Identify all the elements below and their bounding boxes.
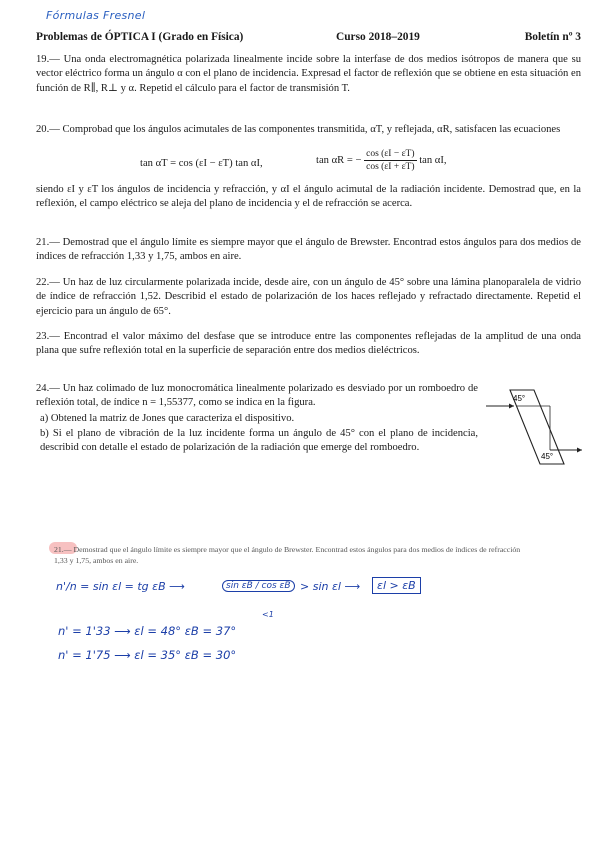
handwritten-subnote: <1: [262, 610, 274, 619]
handwritten-result-box: εl > εB: [372, 577, 421, 594]
header-year: Curso 2018–2019: [336, 31, 420, 43]
equation-reflected-fraction: [364, 148, 416, 173]
handwritten-line-1b: sin εB / cos εB: [222, 580, 295, 592]
equation-reflected-lhs: tan αR = −: [316, 154, 362, 166]
rhomboid-figure: [484, 380, 584, 472]
equation-transmitted: tan αT = cos (εI − εT) tan αI,: [140, 158, 263, 169]
problem-23: 23.— Encontrad el valor máximo del desfase que se introduce entre las componentes reflejadas de la amplitud de una onda plana que sufre reflexión total en la superficie de separación entre dos medios dieléctricos.: [36, 331, 581, 357]
equation-reflected-rhs: tan αI,: [419, 154, 447, 166]
problem-20-rest: siendo εI y εT los ángulos de incidencia y refracción, y αI el ángulo acimutal de la radiación incidente. Demostrad que, en la reflexión, el campo eléctrico se aleja del plano de incidencia y el de refracción se acerca.: [36, 184, 581, 210]
incident-arrow-icon: [509, 404, 514, 409]
problem-22: 22.— Un haz de luz circularmente polarizada incide, desde aire, con un ángulo de 45° sobre una lámina planoparalela de vidrio de índice de refracción 1,52. Describid el estado de polarización de los haces reflejado y refractado directamente. Repetid el ejercicio para un ángulo de 65°.: [36, 277, 581, 317]
problem-24-part-b: b) Si el plano de vibración de la luz incidente forma un ángulo de 45° con el plano de incidencia, describid con detalle el estado de polarización de la radiación que emerge del romboedro.: [40, 428, 478, 454]
problem-19: 19.— Una onda electromagnética polarizada linealmente incide sobre la interfase de dos medios isótropos de manera que su vector eléctrico forma un ángulo α con el plano de incidencia. Expresad el factor de reflexión que se obtiene en esta situación en función de R∥, R⊥ y α. Repetid el cálculo para el factor de transmisión T.: [36, 54, 581, 94]
pasted-problem-clip: 21.— Demostrad que el ángulo límite es siempre mayor que el ángulo de Brewster. Encontrad estos ángulos para dos medios de índices de refracción 1,33 y 1,75, ambos en aire.: [54, 545, 521, 565]
handwritten-title: Fórmulas Fresnel: [46, 9, 146, 22]
handwritten-line-2: n' = 1'33 ⟶ εl = 48° εB = 37°: [58, 624, 237, 638]
problem-20-intro: 20.— Comprobad que los ángulos acimutales de las componentes transmitida, αT, y reflejada, αR, satisfacen las ecuaciones: [36, 124, 561, 135]
header-course-title: Problemas de ÓPTICA I (Grado en Física): [36, 31, 244, 43]
handwritten-line-1c: > sin εl ⟶: [300, 580, 361, 593]
header-bulletin: Boletín nº 3: [524, 31, 581, 43]
fraction-denominator: cos (εI + εT): [366, 162, 415, 172]
angle-label-top: 45°: [513, 394, 526, 403]
angle-label-bottom: 45°: [541, 452, 554, 461]
handwritten-line-1a: n'/n = sin εl = tg εB ⟶: [56, 580, 185, 593]
problem-21: 21.— Demostrad que el ángulo límite es siempre mayor que el ángulo de Brewster. Encontrad estos ángulos para dos medios de índices de refracción 1,33 y 1,75, ambos en aire.: [36, 237, 581, 263]
problem-24: 24.— Un haz colimado de luz monocromática linealmente polarizado es desviado por un romboedro de reflexión total, de índice n = 1,55377, como se indica en la figura.: [36, 383, 478, 409]
problem-24-part-a: a) Obtened la matriz de Jones que caracteriza el dispositivo.: [40, 413, 295, 424]
equation-reflected: [316, 148, 447, 173]
handwritten-line-3: n' = 1'75 ⟶ εl = 35° εB = 30°: [58, 648, 237, 662]
fraction-numerator: cos (εI − εT): [366, 149, 415, 159]
emergent-arrow-icon: [577, 448, 582, 453]
